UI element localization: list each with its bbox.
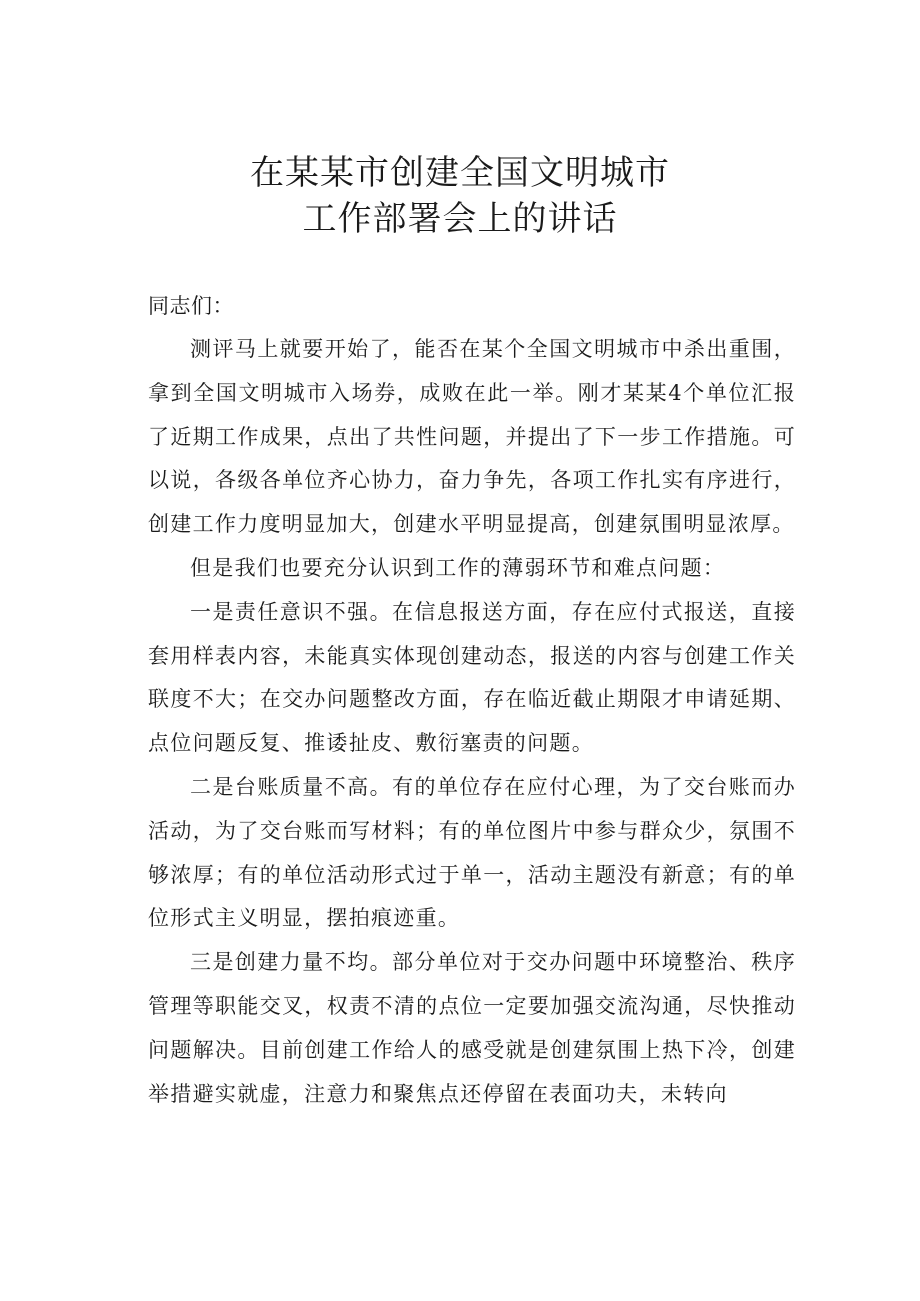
document-title [140,150,780,242]
paragraph-point-2: 二是台账质量不高。有的单位存在应付心理，为了交台账而办活动，为了交台账而写材料；有的单位图片中参与群众少，氛围不够浓厚；有的单位活动形式过于单一，活动主题没有新意；有的单位形式主义明显，摆拍痕迹重。 [148,774,796,931]
paragraph-point-1: 一是责任意识不强。在信息报送方面，存在应付式报送，直接套用样表内容，未能真实体现创建动态，报送的内容与创建工作关联度不大；在交办问题整改方面，存在临近截止期限才申请延期、点位问题反复、推诿扯皮、敷衍塞责的问题。 [148,599,796,756]
document-body [148,284,796,1116]
paragraph-weakness-lead: 但是我们也要充分认识到工作的薄弱环节和难点问题： [190,555,726,580]
paragraph-point-3: 三是创建力量不均。部分单位对于交办问题中环境整治、秩序管理等职能交叉，权责不清的点位一定要加强交流沟通，尽快推动问题解决。目前创建工作给人的感受就是创建氛围上热下冷，创建举措避实就虚，注意力和聚焦点还停留在表面功夫，未转向 [148,950,796,1106]
salutation: 同志们： [148,294,234,318]
title-line-1: 在某某市创建全国文明城市 [250,153,670,193]
title-line-2: 工作部署会上的讲话 [302,199,618,239]
paragraph-intro: 测评马上就要开始了，能否在某个全国文明城市中杀出重围，拿到全国文明城市入场券，成败在此一举。刚才某某4个单位汇报了近期工作成果，点出了共性问题，并提出了下一步工作措施。可以说，各级各单位齐心协力，奋力争先，各项工作扎实有序进行，创建工作力度明显加大，创建水平明显提高，创建氛围明显浓厚。 [148,337,796,537]
